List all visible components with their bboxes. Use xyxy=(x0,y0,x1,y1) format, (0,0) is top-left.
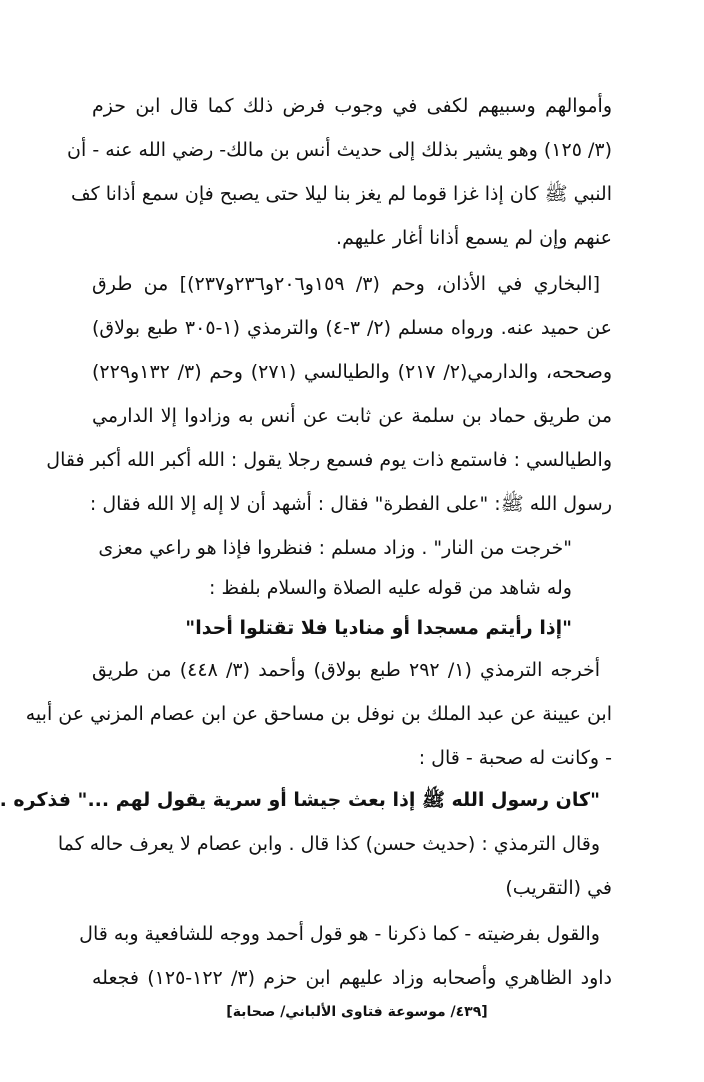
text-line: عنهم وإن لم يسمع أذانا أغار عليهم. xyxy=(336,227,612,249)
text-line: والقول بفرضيته - كما ذكرنا - هو قول أحمد ووجه للشافعية وبه قال xyxy=(79,923,600,945)
text-line: "خرجت من النار" . وزاد مسلم : فنظروا فإذا هو راعي معزى xyxy=(98,537,572,559)
text-line: وله شاهد من قوله عليه الصلاة والسلام بلفظ : xyxy=(209,577,572,599)
text-line: [البخاري في الأذان، وحم (٣/ ١٥٩و٢٠٦و٢٣٦و٢٣٧)] من طرق xyxy=(92,273,600,295)
text-line: (٣/ ١٢٥) وهو يشير بذلك إلى حديث أنس بن مالك- رضي الله عنه - أن xyxy=(67,139,612,161)
text-line: "كان رسول الله ﷺ إذا بعث جيشا أو سرية يقول لهم ..." فذكره . xyxy=(0,789,600,811)
text-line: في (التقريب) xyxy=(505,877,612,899)
text-line: وصححه، والدارمي(٢/ ٢١٧) والطيالسي (٢٧١) وحم (٣/ ١٣٢و٢٢٩) xyxy=(92,361,612,383)
text-line: ابن عيينة عن عبد الملك بن نوفل بن مساحق عن ابن عصام المزني عن أبيه xyxy=(25,703,612,725)
text-line: عن حميد عنه. ورواه مسلم (٢/ ٣-٤) والترمذي (١-٣٠٥ طبع بولاق) xyxy=(92,317,612,339)
text-line: - وكانت له صحبة - قال : xyxy=(418,747,612,769)
text-line: رسول الله ﷺ: "على الفطرة" فقال : أشهد أن لا إله إلا الله فقال : xyxy=(89,493,612,515)
text-line: النبي ﷺ كان إذا غزا قوما لم يغز بنا ليلا حتى يصبح فإن سمع أذانا كف xyxy=(70,183,612,205)
text-line: "إذا رأيتم مسجدا أو مناديا فلا تقتلوا أحدا" xyxy=(185,617,572,639)
text-line: والطيالسي : فاستمع ذات يوم فسمع رجلا يقول : الله أكبر الله أكبر فقال xyxy=(46,449,612,471)
page-footer: [٤٣٩/ موسوعة فتاوى الألباني/ صحابة] xyxy=(226,1004,488,1020)
text-line: من طريق حماد بن سلمة عن ثابت عن أنس به وزادوا إلا الدارمي xyxy=(92,405,612,427)
text-line: وأموالهم وسبيهم لكفى في وجوب فرض ذلك كما قال ابن حزم xyxy=(92,95,612,117)
text-line: أخرجه الترمذي (١/ ٢٩٢ طبع بولاق) وأحمد (٣/ ٤٤٨) من طريق xyxy=(92,659,600,681)
text-line: وقال الترمذي : (حديث حسن) كذا قال . وابن عصام لا يعرف حاله كما xyxy=(57,833,600,855)
text-line: داود الظاهري وأصحابه وزاد عليهم ابن حزم (٣/ ١٢٢-١٢٥) فجعله xyxy=(92,967,612,989)
